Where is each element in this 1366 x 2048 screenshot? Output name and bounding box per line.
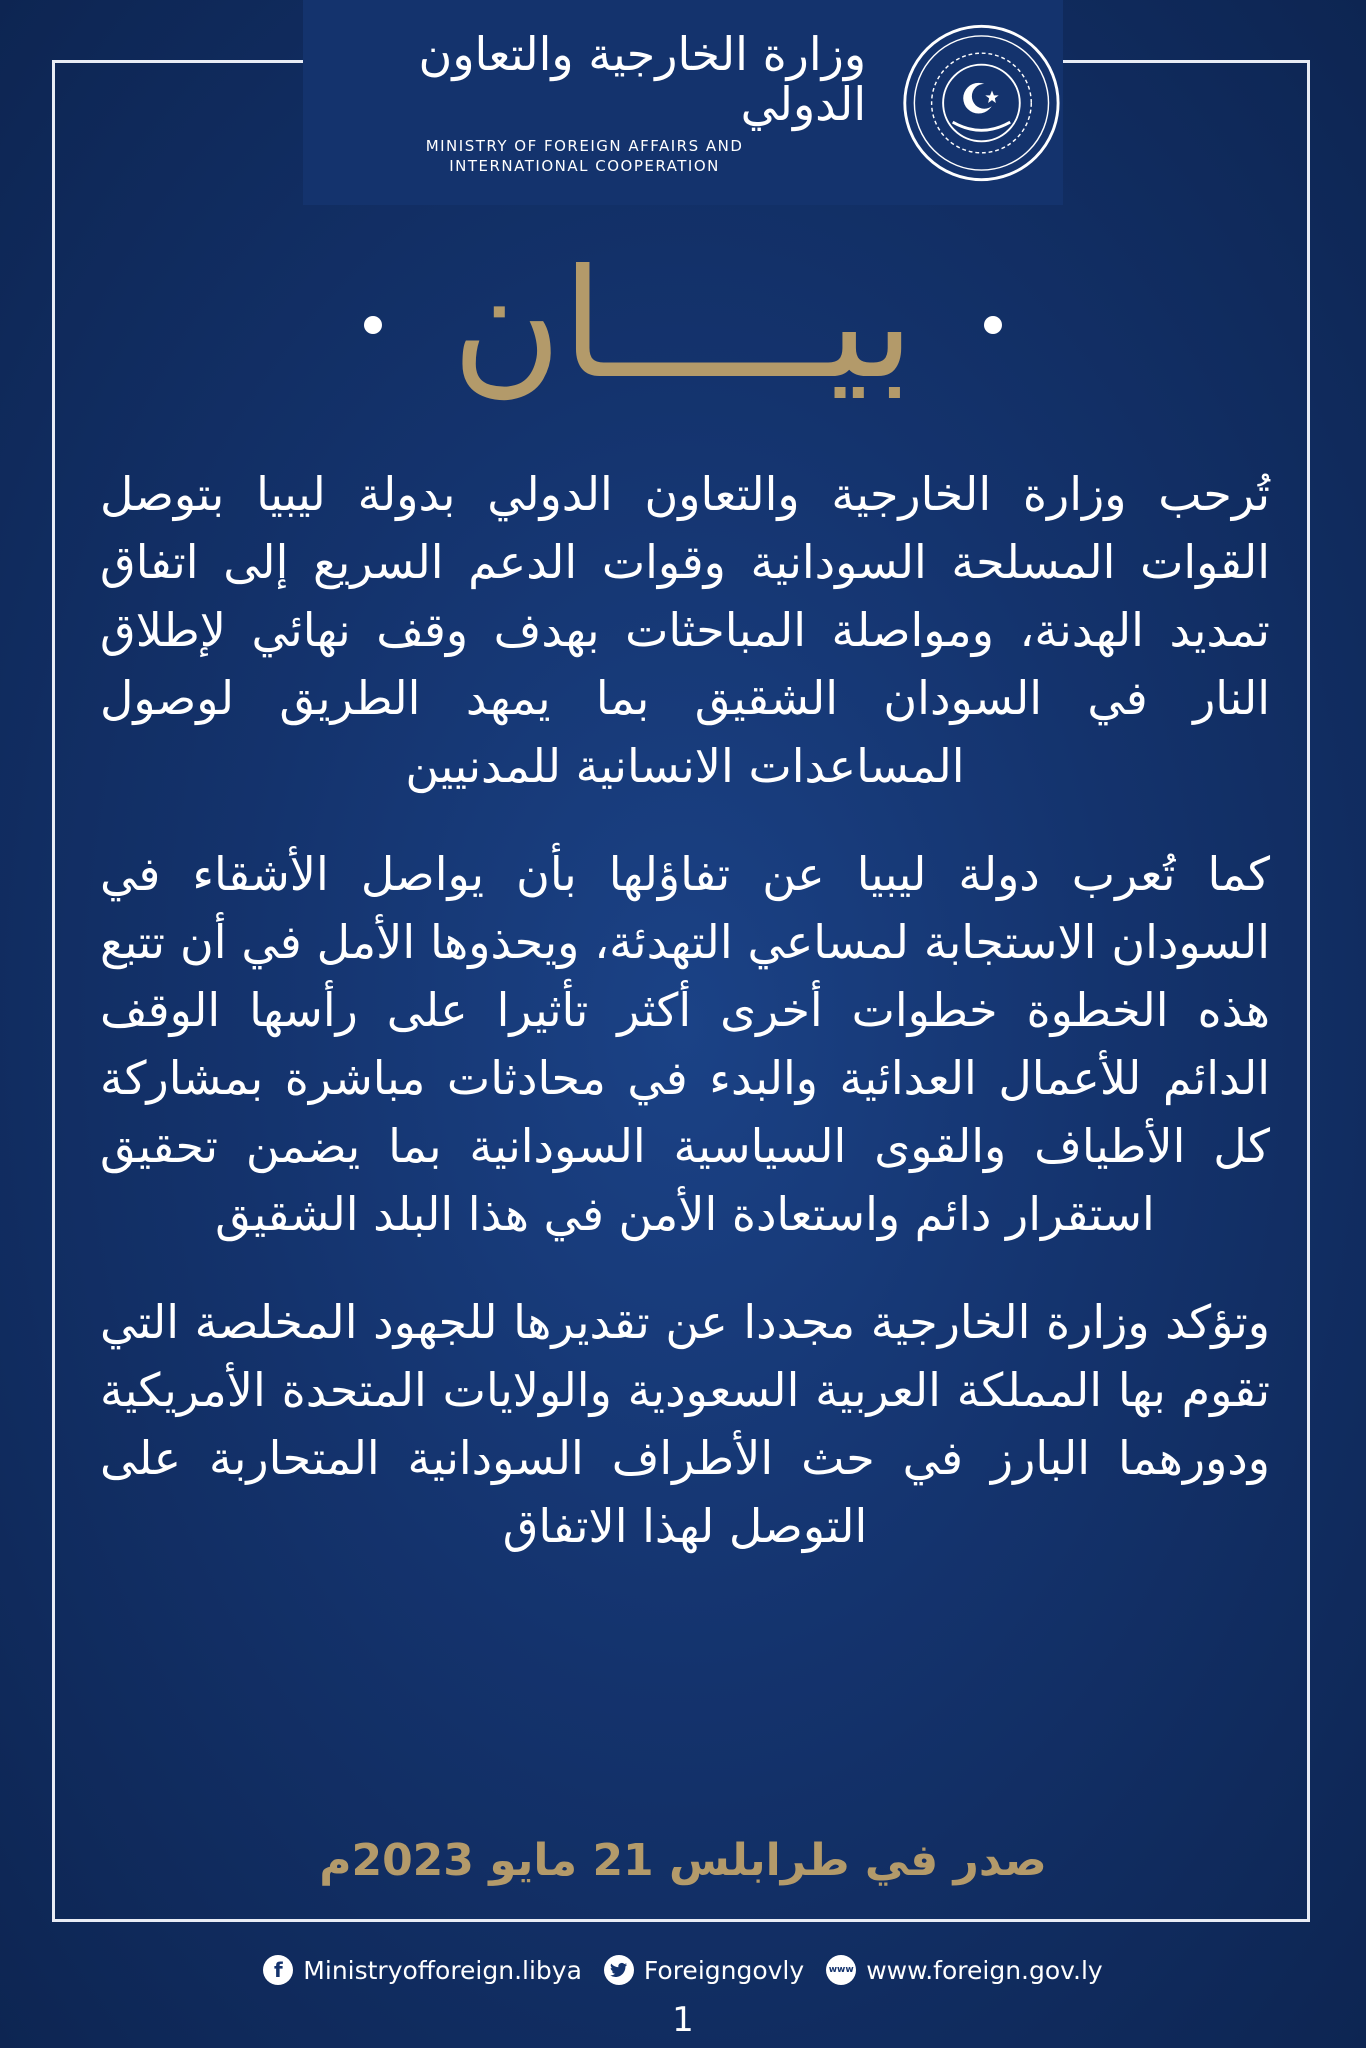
globe-icon: www <box>826 1955 856 1985</box>
website-link[interactable] <box>826 1955 1103 1985</box>
ministry-name-english-line1: MINISTRY OF FOREIGN AFFAIRS AND <box>425 136 744 155</box>
header <box>303 0 1063 205</box>
ministry-name <box>303 26 867 177</box>
paragraph-2: كما تُعرب دولة ليبيا عن تفاؤلها بأن يواصل الأشقاء في السودان الاستجابة لمساعي التهدئة، ويحذوها الأمل في أن تتبع هذه الخطوة خطوات أخرى أكثر تأثيرا على رأسها الوقف الدائم للأعمال العدائية والبدء في محادثات مباشرة بمشاركة كل الأطياف والقوى السياسية السودانية بما يضمن تحقيق استقرار دائم واستعادة الأمن في هذا البلد الشقيق <box>100 847 1270 1241</box>
title-dot-right <box>984 316 1002 334</box>
footer <box>0 1955 1366 1985</box>
twitter-handle: Foreigngovly <box>643 1955 805 1985</box>
facebook-icon: f <box>263 1955 293 1985</box>
ministry-name-english <box>426 136 744 177</box>
twitter-icon <box>604 1955 634 1985</box>
title-dot-left <box>364 316 382 334</box>
facebook-handle: Ministryofforeign.libya <box>303 1955 582 1985</box>
title-row <box>0 238 1366 412</box>
ministry-name-english-line2: INTERNATIONAL COOPERATION <box>449 157 720 176</box>
statement-title: بيـــــان <box>451 238 915 412</box>
facebook-link[interactable] <box>263 1955 582 1985</box>
page-number: 1 <box>672 2000 694 2040</box>
statement-body <box>100 460 1270 1600</box>
website-url: www.foreign.gov.ly <box>866 1955 1103 1985</box>
paragraph-1: تُرحب وزارة الخارجية والتعاون الدولي بدولة ليبيا بتوصل القوات المسلحة السودانية وقوات الدعم السريع إلى اتفاق تمديد الهدنة، ومواصلة المباحثات بهدف وقف نهائي لإطلاق النار في السودان الشقيق بما يمهد الطريق لوصول المساعدات الانسانية للمدنيين <box>100 467 1270 793</box>
paragraph-3: وتؤكد وزارة الخارجية مجددا عن تقديرها للجهود المخلصة التي تقوم بها المملكة العربية السعودية والولايات المتحدة الأمريكية ودورهما البارز في حث الأطراف السودانية المتحاربة على التوصل لهذا الاتفاق <box>100 1295 1270 1553</box>
twitter-link[interactable] <box>604 1955 804 1985</box>
issued-date-line: صدر في طرابلس 21 مايو 2023م <box>319 1835 1047 1886</box>
ministry-name-arabic: وزارة الخارجية والتعاون الدولي <box>418 26 867 132</box>
state-seal-icon <box>900 18 1063 188</box>
